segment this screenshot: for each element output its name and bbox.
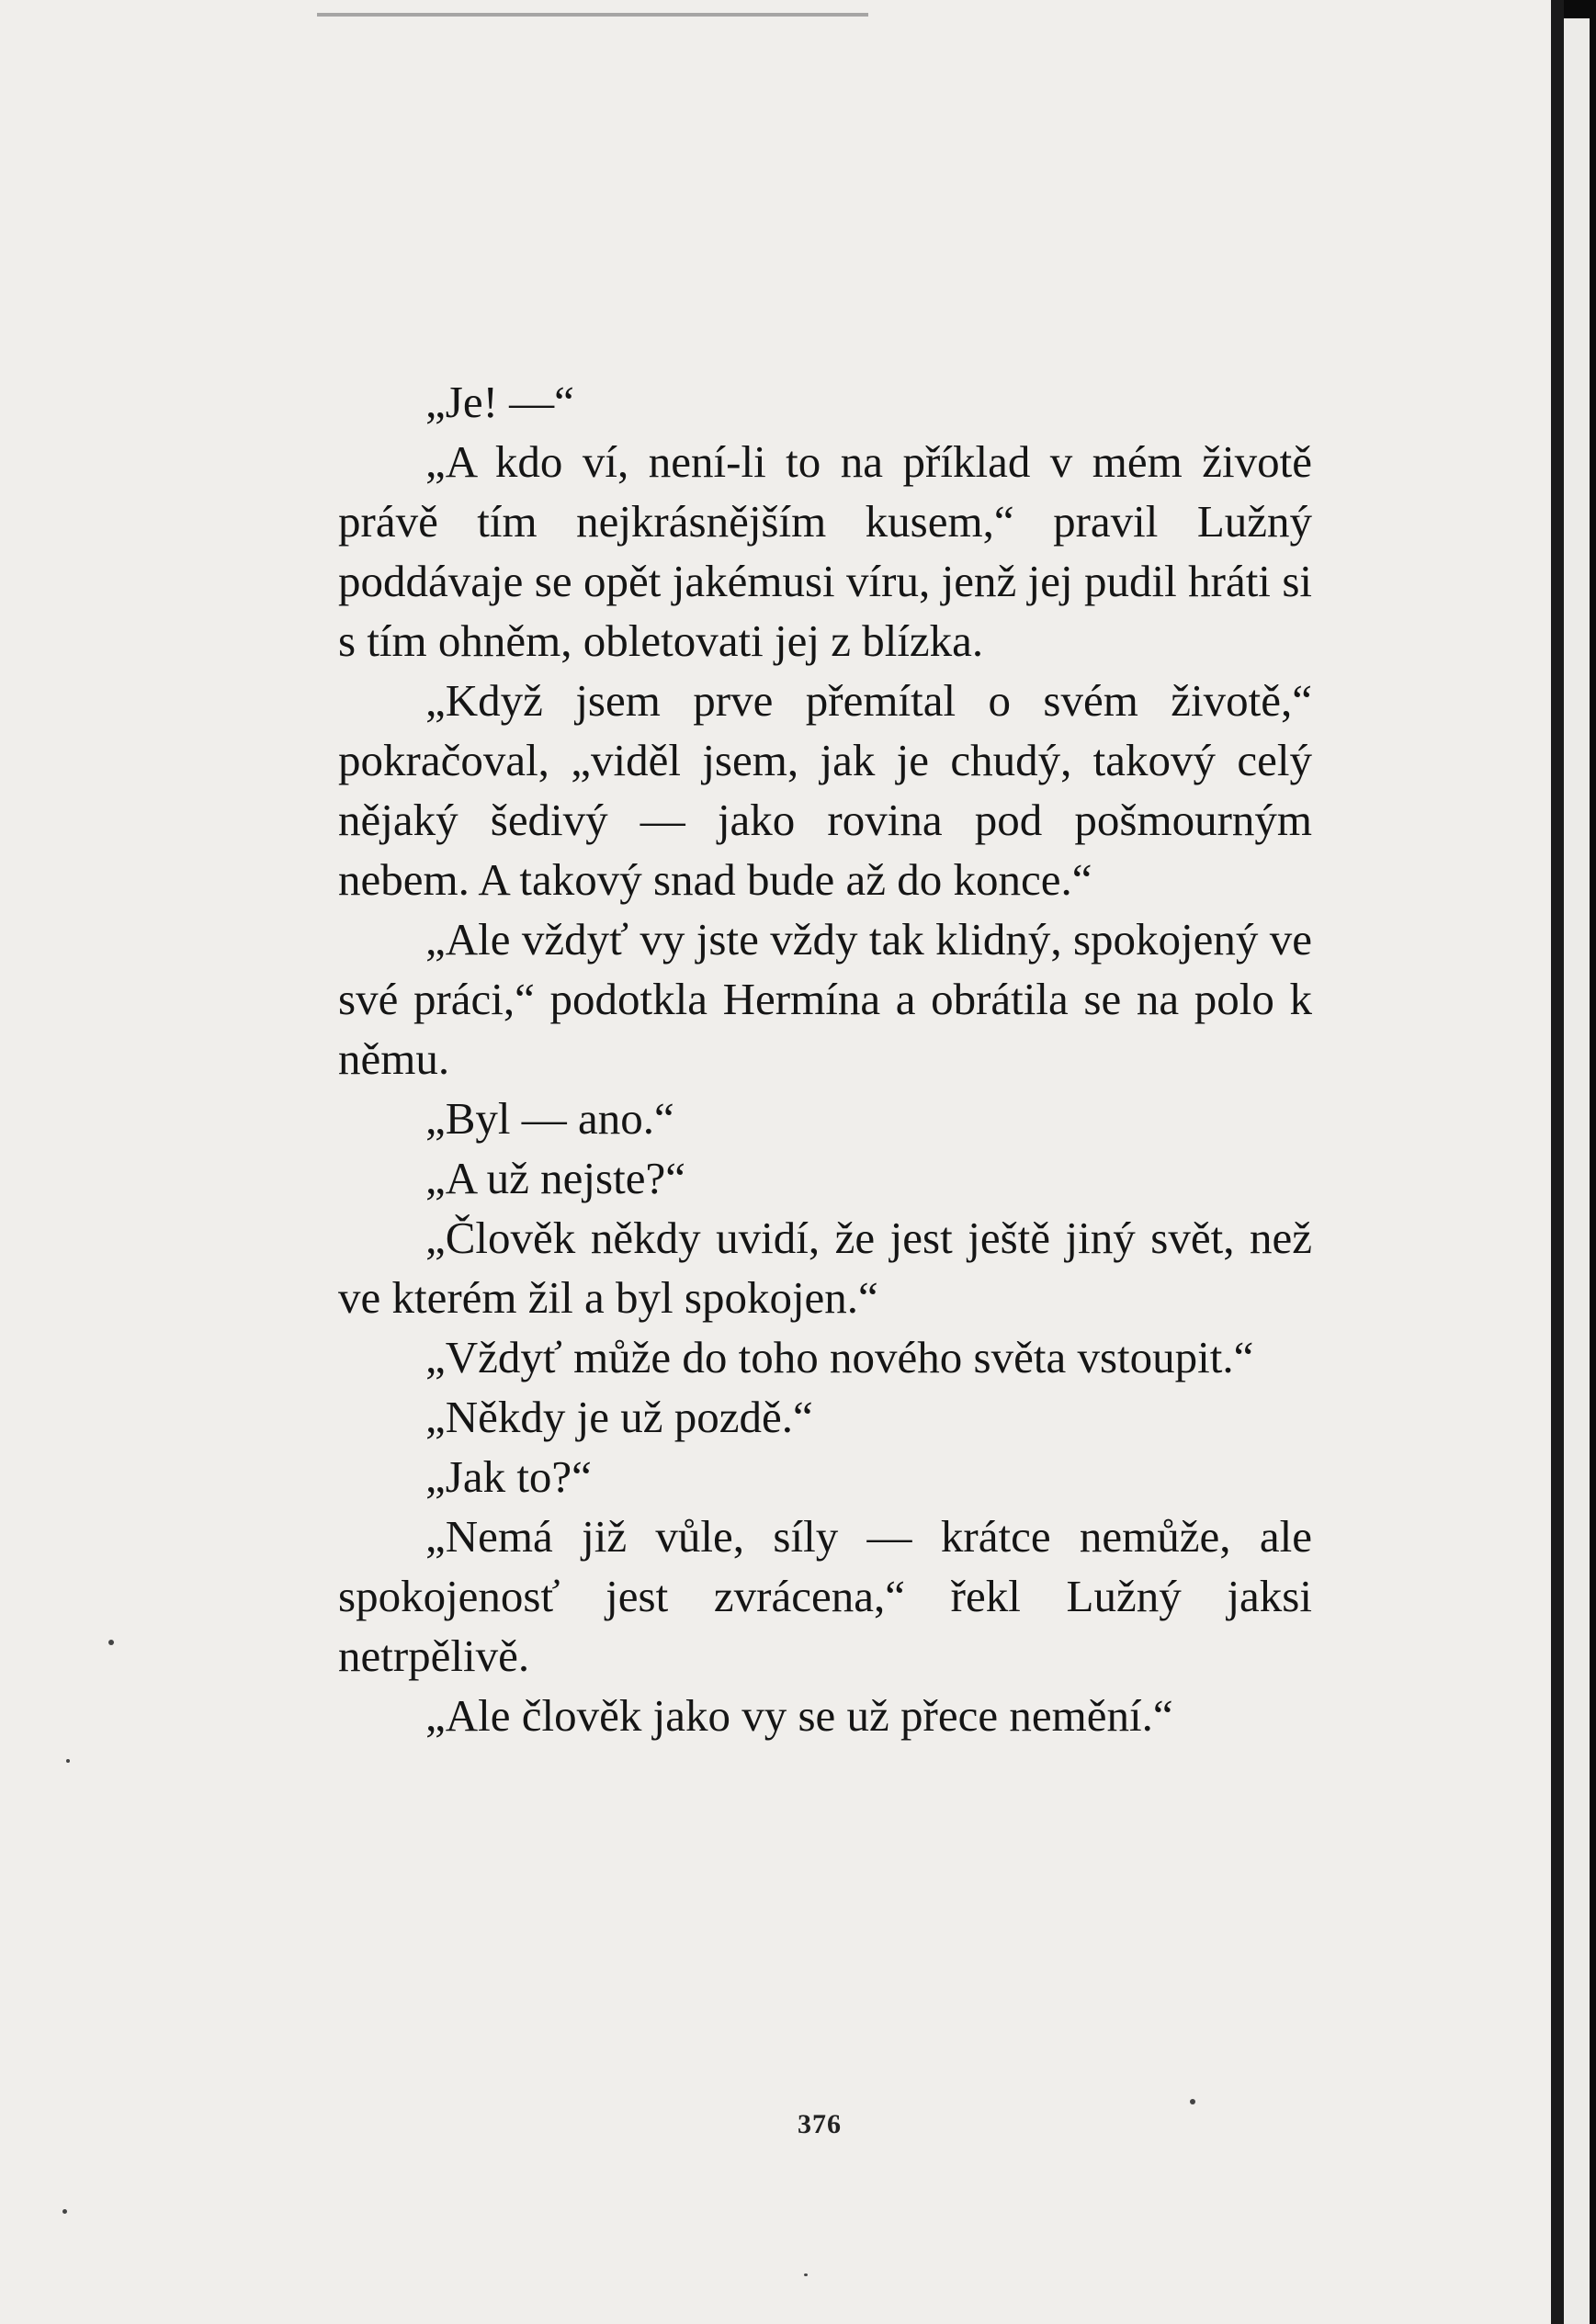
body-text bbox=[338, 372, 1312, 1745]
paper-speck bbox=[108, 1640, 114, 1645]
paragraph: „Nemá již vůle, síly — krátce nemůže, ale spokojenosť jest zvrácena,“ řekl Lužný jaksi netrpělivě. bbox=[338, 1511, 1312, 1681]
page-number: 376 bbox=[798, 2109, 842, 2139]
paragraph: „Člověk někdy uvidí, že jest ještě jiný svět, než ve kterém žil a byl spokojen.“ bbox=[338, 1213, 1312, 1323]
paragraph: „A už nejste?“ bbox=[425, 1153, 685, 1203]
next-page-edge bbox=[1564, 18, 1590, 2324]
top-edge-rule bbox=[317, 13, 868, 17]
paragraph: „Když jsem prve přemítal o svém životě,“ pokračoval, „viděl jsem, jak je chudý, takový celý nějaký šedivý — jako rovina pod pošmourným nebem. A takový snad bude až do konce.“ bbox=[338, 675, 1312, 905]
paper-speck bbox=[66, 1759, 70, 1763]
paper-speck bbox=[1190, 2099, 1195, 2104]
paragraph: „Je! —“ bbox=[425, 377, 574, 427]
paragraph: „Ale vždyť vy jste vždy tak klidný, spokojený ve své práci,“ podotkla Hermína a obrátila se na polo k němu. bbox=[338, 914, 1312, 1084]
paper-speck bbox=[62, 2209, 67, 2214]
paragraph: „Byl — ano.“ bbox=[425, 1093, 674, 1144]
paragraph: „Vždyť může do toho nového světa vstoupit.“ bbox=[425, 1332, 1254, 1382]
paragraph: „Ale člověk jako vy se už přece nemění.“ bbox=[425, 1690, 1173, 1741]
paragraph: „A kdo ví, není-li to na příklad v mém životě právě tím nejkrásnějším kusem,“ pravil Lužný poddávaje se opět jakémusi víru, jenž jej pudil hráti si s tím ohněm, obletovati jej z blízka. bbox=[338, 436, 1312, 666]
paragraph: „Jak to?“ bbox=[425, 1451, 592, 1502]
paper-speck bbox=[804, 2273, 808, 2276]
paragraph: „Někdy je už pozdě.“ bbox=[425, 1392, 813, 1442]
page-edge-shadow bbox=[1551, 0, 1564, 2324]
